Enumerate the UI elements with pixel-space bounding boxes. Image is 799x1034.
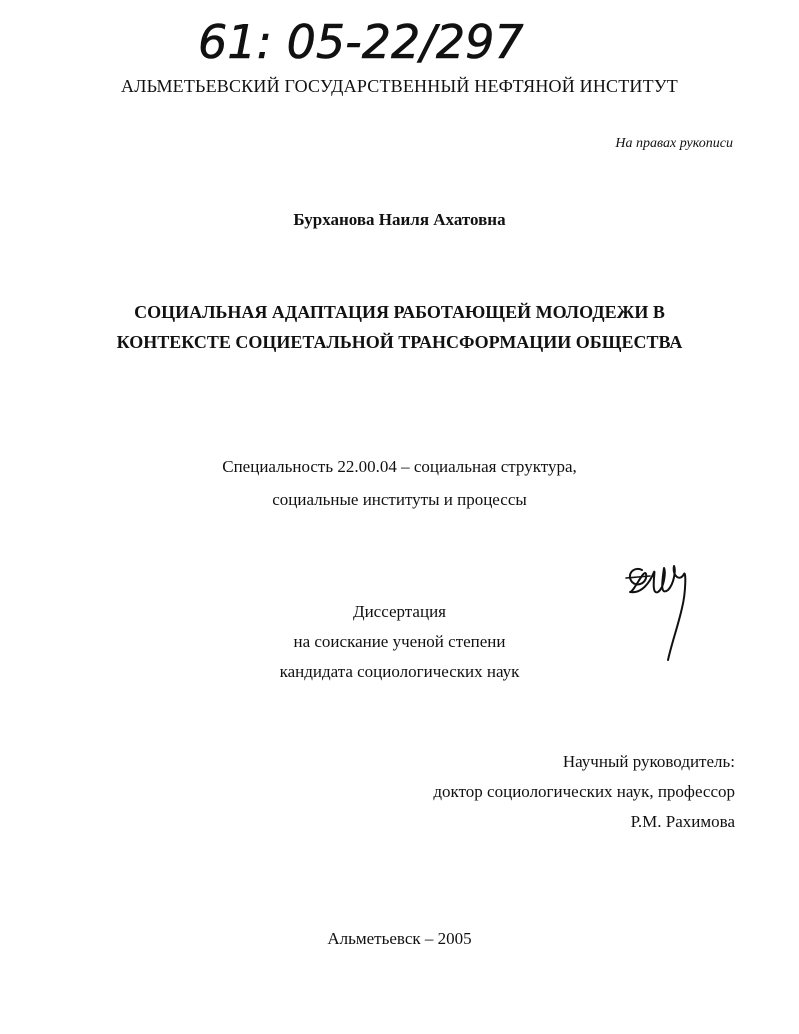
institute-name: АЛЬМЕТЬЕВСКИЙ ГОСУДАРСТВЕННЫЙ НЕФТЯНОЙ ИНСТИТУТ: [121, 76, 678, 96]
dissertation-title: [0, 297, 799, 357]
handwritten-archive-code-text: 61: 05-22/297: [198, 15, 524, 69]
dissertation-degree-block: [0, 597, 799, 687]
title-line-1: СОЦИАЛЬНАЯ АДАПТАЦИЯ РАБОТАЮЩЕЙ МОЛОДЕЖИ В: [134, 302, 665, 322]
dissertation-line-3: кандидата социологических наук: [279, 662, 520, 681]
title-line-2: КОНТЕКСТЕ СОЦИЕТАЛЬНОЙ ТРАНСФОРМАЦИИ ОБЩЕСТВА: [116, 332, 683, 352]
supervisor-line-3: Р.М. Рахимова: [630, 812, 735, 831]
supervisor-line-1: Научный руководитель:: [562, 752, 735, 771]
specialty-block: [0, 450, 799, 516]
author-name: Бурханова Наиля Ахатовна: [293, 210, 506, 229]
handwritten-archive-code-drawing: [190, 8, 524, 78]
dissertation-line-2: на соискание ученой степени: [293, 632, 506, 651]
specialty-line-2: социальные институты и процессы: [272, 490, 527, 509]
city-year: Альметьевск – 2005: [327, 929, 472, 948]
specialty-line-1: Специальность 22.00.04 – социальная структура,: [222, 457, 577, 476]
handwritten-archive-code: [190, 8, 524, 78]
supervisor-block: [433, 747, 735, 837]
dissertation-line-1: Диссертация: [352, 602, 446, 621]
rights-note: На правах рукописи: [615, 136, 733, 151]
supervisor-line-2: доктор социологических наук, профессор: [433, 782, 735, 801]
